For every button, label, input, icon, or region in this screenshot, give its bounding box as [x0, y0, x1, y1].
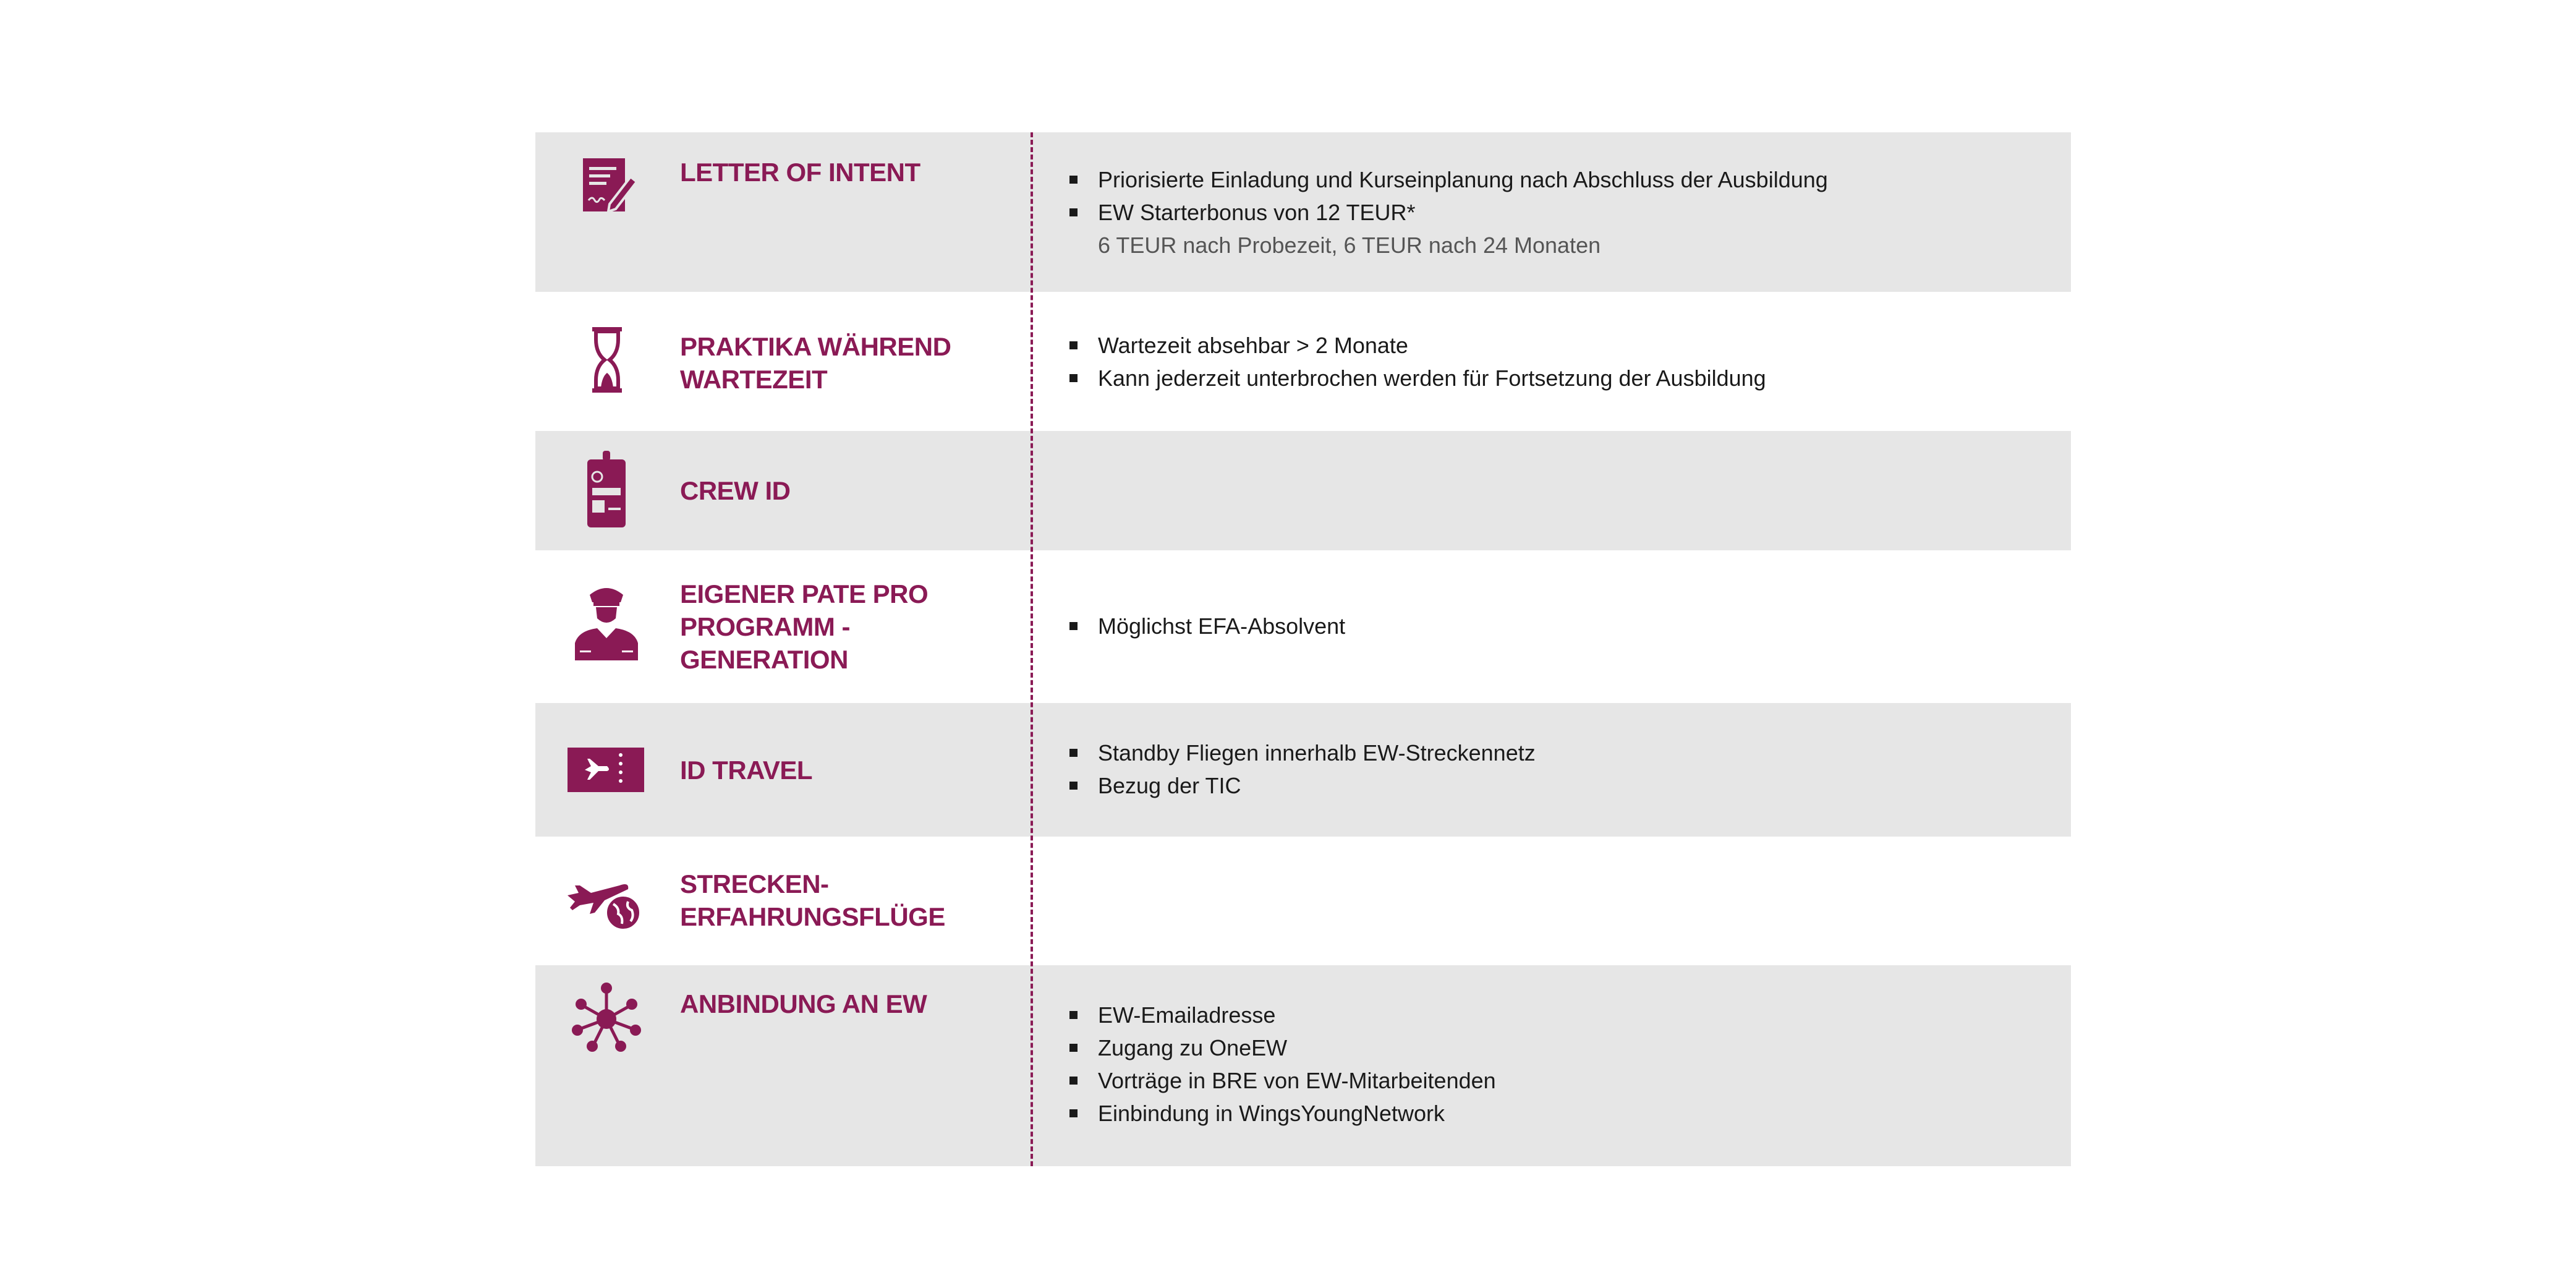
table-row	[535, 965, 2071, 1166]
bullet-list	[1098, 999, 1496, 1130]
row-details-cell	[1032, 132, 2071, 292]
row-title: ID TRAVEL	[680, 756, 813, 785]
row-label-cell	[535, 965, 1032, 1166]
row-title: EIGENER PATE PRO PROGRAMM - GENERATION	[680, 579, 929, 674]
bullet-square-icon	[1069, 749, 1078, 757]
list-item: Kann jederzeit unterbrochen werden für Fortsetzung der Ausbildung	[1098, 362, 1766, 395]
list-item: Möglichst EFA-Absolvent	[1098, 610, 1345, 642]
pilot-icon	[566, 581, 647, 662]
bullet-list	[1098, 736, 1536, 802]
benefits-table	[535, 132, 2071, 1166]
list-item-subtext: 6 TEUR nach Probezeit, 6 TEUR nach 24 Monaten	[1098, 232, 1601, 258]
list-item: Wartezeit absehbar > 2 Monate	[1098, 329, 1766, 362]
row-details-cell	[1032, 837, 2071, 965]
table-row	[535, 132, 2071, 292]
bullet-square-icon	[1069, 1109, 1078, 1117]
hourglass-icon	[566, 326, 647, 394]
row-details-cell	[1032, 965, 2071, 1166]
row-details-cell	[1032, 431, 2071, 550]
flight-ticket-icon	[566, 735, 647, 803]
row-title: CREW ID	[680, 476, 791, 505]
column-divider	[1031, 132, 1033, 1166]
bullet-square-icon	[1069, 341, 1078, 349]
list-item: Bezug der TIC	[1098, 769, 1536, 802]
bullet-square-icon	[1069, 208, 1078, 216]
letter-signature-icon	[566, 151, 647, 219]
row-details-cell	[1032, 550, 2071, 703]
table-row	[535, 431, 2071, 550]
row-label-cell	[535, 550, 1032, 703]
bullet-square-icon	[1069, 1044, 1078, 1052]
table-row	[535, 837, 2071, 965]
bullet-square-icon	[1069, 1077, 1078, 1085]
table-row	[535, 703, 2071, 837]
table-row	[535, 550, 2071, 703]
list-item: EW Starterbonus von 12 TEUR*	[1098, 196, 1828, 229]
list-item: Zugang zu OneEW	[1098, 1031, 1496, 1064]
list-item: Vorträge in BRE von EW-Mitarbeitenden	[1098, 1064, 1496, 1097]
row-title: LETTER OF INTENT	[680, 158, 920, 187]
bullet-list	[1098, 163, 1828, 262]
bullet-square-icon	[1069, 176, 1078, 184]
bullet-square-icon	[1069, 622, 1078, 630]
row-label-cell	[535, 431, 1032, 550]
table-row	[535, 292, 2071, 431]
row-label-cell	[535, 132, 1032, 292]
bullet-square-icon	[1069, 782, 1078, 790]
row-title: ANBINDUNG AN EW	[680, 989, 927, 1018]
row-details-cell	[1032, 703, 2071, 837]
crew-id-badge-icon	[566, 450, 647, 530]
plane-globe-icon	[566, 864, 647, 932]
row-details-cell	[1032, 292, 2071, 431]
row-title: STRECKEN- ERFAHRUNGSFLÜGE	[680, 869, 945, 931]
bullet-list	[1098, 329, 1766, 395]
network-icon	[566, 981, 647, 1055]
row-label-cell	[535, 837, 1032, 965]
row-title: PRAKTIKA WÄHREND WARTEZEIT	[680, 332, 951, 394]
bullet-square-icon	[1069, 374, 1078, 382]
row-label-cell	[535, 292, 1032, 431]
row-label-cell	[535, 703, 1032, 837]
list-item: Standby Fliegen innerhalb EW-Streckennetz	[1098, 736, 1536, 769]
list-item: EW-Emailadresse	[1098, 999, 1496, 1031]
bullet-square-icon	[1069, 1011, 1078, 1019]
list-item: Einbindung in WingsYoungNetwork	[1098, 1097, 1496, 1130]
list-item: Priorisierte Einladung und Kurseinplanung nach Abschluss der Ausbildung	[1098, 163, 1828, 196]
bullet-list	[1098, 610, 1345, 642]
